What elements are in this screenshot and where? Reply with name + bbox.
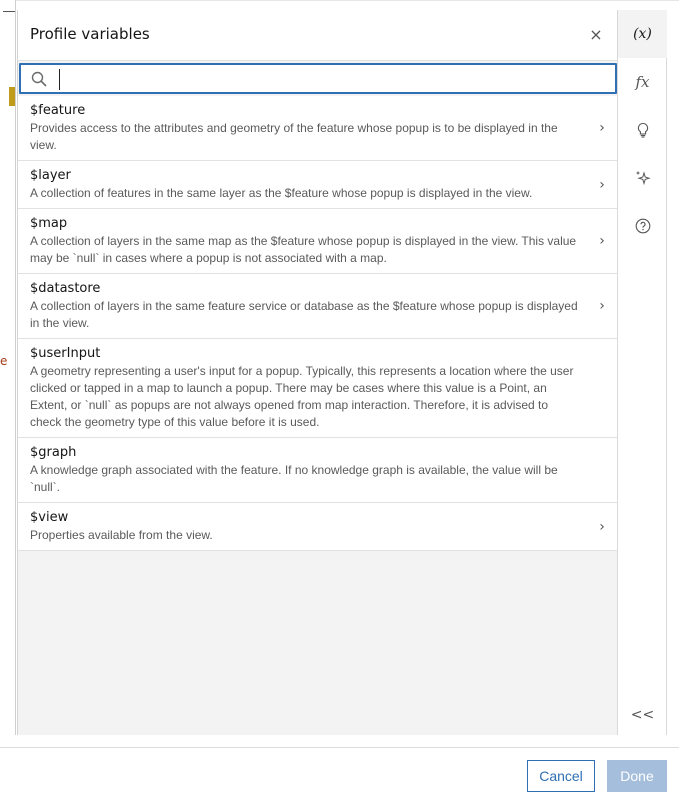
background-editor-edge xyxy=(15,0,16,735)
done-button[interactable]: Done xyxy=(607,760,667,792)
lightbulb-icon xyxy=(636,122,650,138)
variable-name: $view xyxy=(30,510,69,525)
background-text-fragment: e xyxy=(0,354,8,368)
search-box xyxy=(19,63,617,94)
footer-divider xyxy=(0,747,679,748)
variable-description: Properties available from the view. xyxy=(30,528,213,542)
panel-header xyxy=(18,10,618,61)
rail-functions-button[interactable] xyxy=(618,58,667,106)
variable-item[interactable] xyxy=(18,274,618,339)
variable-item[interactable] xyxy=(18,209,618,274)
search-input[interactable] xyxy=(59,69,605,90)
variable-name: $map xyxy=(30,216,68,231)
variable-name: $layer xyxy=(30,168,71,183)
background-top-border xyxy=(15,0,679,1)
chevron-right-icon: › xyxy=(599,176,605,193)
variable-item[interactable] xyxy=(18,438,618,503)
variable-description: Provides access to the attributes and geometry of the feature whose popup is to be displayed in the view. xyxy=(30,121,558,152)
variable-item[interactable] xyxy=(18,339,618,438)
variable-item[interactable] xyxy=(18,96,618,161)
cancel-button[interactable]: Cancel xyxy=(527,760,595,792)
rail-help-button[interactable] xyxy=(618,202,667,250)
chevron-right-icon: › xyxy=(599,120,605,136)
profile-variables-panel xyxy=(17,10,617,735)
variable-item[interactable] xyxy=(18,503,618,551)
rail-assistant-button[interactable] xyxy=(618,154,667,202)
sparkle-icon xyxy=(635,170,651,186)
variable-name: $graph xyxy=(30,445,77,460)
chevron-right-icon: › xyxy=(599,298,605,314)
close-icon[interactable]: × xyxy=(589,25,603,44)
search-icon xyxy=(31,71,47,87)
variable-item[interactable] xyxy=(18,161,618,209)
background-line-marker xyxy=(9,87,15,106)
functions-icon: fx xyxy=(635,73,650,91)
variable-list xyxy=(18,96,618,551)
variable-description: A collection of features in the same layer as the $feature whose popup is displayed in the view. xyxy=(30,186,533,200)
help-icon xyxy=(635,218,651,234)
variable-description: A collection of layers in the same map as the $feature whose popup is displayed in the view. This value may be `null` in cases where a popup is not associated with a map. xyxy=(30,234,577,265)
side-rail xyxy=(617,10,667,735)
rail-suggestions-button[interactable] xyxy=(618,106,667,154)
background-tick xyxy=(3,11,15,12)
variable-description: A geometry representing a user's input for a popup. Typically, this represents a location where the user clicked or tapped in a map to launch a popup. There may be cases where this value is a Point, an Extent, or `null` as popups are not always opened from map interaction. Therefore, it is advised to check the geometry type of this value before it is used. xyxy=(30,364,574,429)
chevron-right-icon: › xyxy=(599,233,605,249)
collapse-rail-button[interactable]: << xyxy=(630,707,655,723)
variable-description: A knowledge graph associated with the feature. If no knowledge graph is available, the value will be `null`. xyxy=(30,463,558,494)
variables-icon: (x) xyxy=(633,26,652,42)
panel-title: Profile variables xyxy=(30,25,150,43)
variable-name: $userInput xyxy=(30,346,101,361)
rail-variables-button[interactable] xyxy=(618,10,667,58)
variable-name: $feature xyxy=(30,103,86,118)
variable-description: A collection of layers in the same feature service or database as the $feature whose popup is displayed in the view. xyxy=(30,299,578,330)
chevron-right-icon: › xyxy=(599,518,605,535)
variable-name: $datastore xyxy=(30,281,101,296)
